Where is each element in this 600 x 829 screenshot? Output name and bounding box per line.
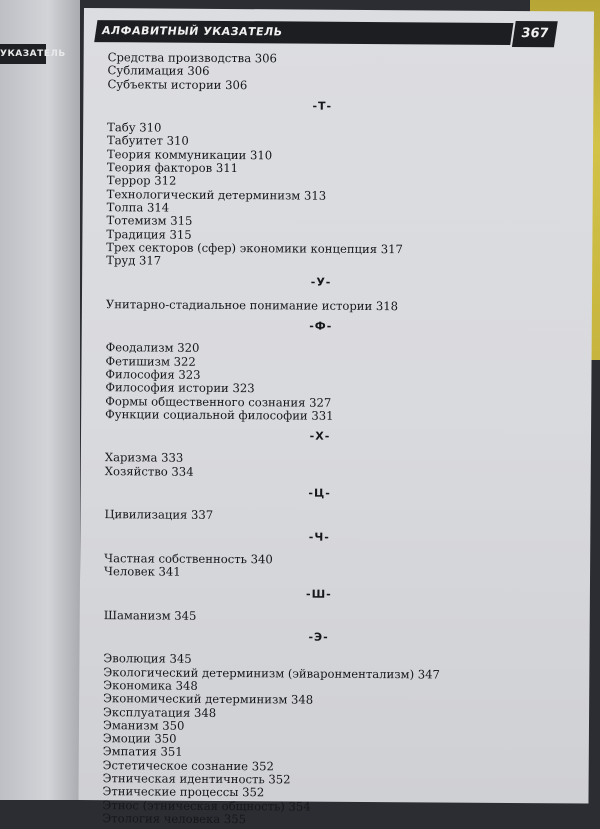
index-letter-heading: -Т-	[312, 99, 333, 113]
index-entry: Экономика 348	[103, 678, 198, 693]
index-entry: Философия 323	[105, 367, 201, 382]
index-entry: Тотемизм 315	[106, 213, 193, 229]
index-entry: Эстетическое сознание 352	[102, 757, 274, 774]
index-entry: Табуитет 310	[107, 133, 189, 149]
index-entry: Феодализм 320	[105, 340, 200, 356]
index-entry: Шаманизм 345	[103, 607, 197, 623]
index-letter-heading: -Ч-	[308, 530, 330, 544]
index-entry: Формы общественного сознания 327	[105, 393, 332, 410]
index-entry: Этническая идентичность 352	[102, 771, 291, 787]
index-entry: Традиция 315	[106, 226, 192, 242]
index-content	[102, 51, 537, 828]
index-entry: Эксплуатация 348	[103, 704, 217, 720]
index-entry: Трех секторов (сфер) экономики концепция 317	[106, 240, 403, 257]
index-entry: Философия истории 323	[105, 380, 255, 396]
index-entry: Субъекты истории 306	[107, 76, 248, 92]
adjacent-page	[0, 0, 80, 800]
index-entry: Террор 312	[106, 173, 177, 189]
index-entry: Эманизм 350	[102, 718, 185, 733]
index-entry: Средства производства 306	[107, 50, 278, 66]
index-entry: Сублимация 306	[107, 63, 210, 79]
running-header: АЛФАВИТНЫЙ УКАЗАТЕЛЬ	[94, 20, 513, 45]
index-entry: Хозяйство 334	[104, 463, 194, 479]
index-entry: Цивилизация 337	[104, 507, 214, 523]
index-entry: Эволюция 345	[103, 651, 192, 667]
index-entry: Этнос (этническая общность) 354	[102, 797, 311, 814]
index-entry: Харизма 333	[104, 450, 184, 466]
index-entry: Теория коммуникации 310	[106, 146, 273, 163]
index-entry: Толпа 314	[106, 200, 170, 215]
index-entry: Теория факторов 311	[106, 160, 239, 176]
index-letter-heading: -Ц-	[308, 486, 331, 500]
adjacent-page-header: УКАЗАТЕЛЬ	[0, 44, 46, 64]
index-entry: Труд 317	[106, 253, 162, 268]
index-letter-heading: -Ф-	[309, 319, 333, 333]
index-entry: Экономический детерминизм 348	[103, 691, 314, 707]
index-letter-heading: -Ш-	[305, 587, 332, 601]
index-entry: Технологический детерминизм 313	[106, 186, 327, 203]
index-entry: Унитарно-стадиальное понимание истории 318	[105, 296, 399, 313]
index-entry: Фетишизм 322	[105, 353, 196, 369]
index-letter-heading: -Х-	[309, 429, 331, 443]
index-entry: Частная собственность 340	[104, 551, 273, 567]
book-page	[78, 8, 594, 827]
index-letter-heading: -У-	[310, 276, 332, 290]
index-entry: Человек 341	[104, 564, 181, 579]
index-entry: Этнические процессы 352	[102, 784, 265, 800]
index-entry: Экологический детерминизм (эйваронментализм) 347	[103, 664, 441, 682]
page-number: 367	[512, 21, 558, 47]
index-entry: Функции социальной философии 331	[105, 406, 334, 423]
index-entry: Эмоции 350	[102, 731, 177, 746]
index-letter-heading: -Э-	[308, 630, 329, 644]
index-entry: Этология человека 355	[102, 811, 247, 827]
index-entry: Табу 310	[107, 120, 162, 135]
index-entry: Эмпатия 351	[102, 744, 183, 760]
